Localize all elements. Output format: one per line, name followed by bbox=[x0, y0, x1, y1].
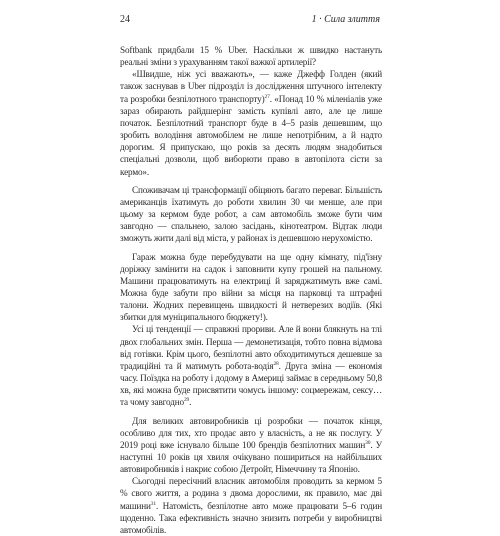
paragraph bbox=[120, 251, 382, 324]
paragraph-text: . «Понад 10 % міленіалів уже зараз обирають райдшерінг замість купівлі авто, але це лише початок. Безпілотний транспорт буде в 4–5 разів дешевшим, що зробить володіння автомобілем не лише непотрібним, а й надто дорогим. Я припускаю, що років за десять людям знадобиться спеціальні дозволи, щоб виборюти право в автопілота сісти за кермо». bbox=[120, 93, 382, 177]
paragraph bbox=[120, 415, 382, 476]
paragraph bbox=[120, 475, 382, 536]
body-text bbox=[120, 44, 382, 536]
footnote-ref: 27 bbox=[264, 93, 270, 100]
running-header bbox=[120, 14, 380, 26]
paragraph bbox=[120, 323, 382, 408]
paragraph bbox=[120, 68, 382, 177]
paragraph-text: . У наступні 10 років ця хвиля очікувано пошириться на найбільших автовиробників і накриє собою Детройт, Німеччину та Японію. bbox=[120, 439, 382, 475]
paragraph bbox=[120, 184, 382, 245]
paragraph-text: Softbank придбали 15 % Uber. Наскільки ж швидко настануть реальні зміни з урахуванням такої важкої артилерії? bbox=[120, 45, 382, 68]
paragraph-text: «Швидше, ніж усі вважають», — каже Джефф Голден (який також заснував в Uber підрозділ із дослідження штучного інтелекту та розробки безпілотного транспорту) bbox=[120, 69, 382, 104]
paragraph bbox=[120, 44, 382, 68]
paragraph-text: Сьогодні пересічний власник автомобіля проводить за кермом 5 % свого життя, а родина з двома дорослими, як правило, має дві машини bbox=[120, 476, 382, 511]
paragraph-text: . Друга зміна — економія часу. Поїздка на роботу і додому в Америці займає в середньому 50,8 хв, які можна буде присвятити чомусь іншому: соцмережам, сексу… та чому завгодно bbox=[120, 360, 382, 408]
page-number: 24 bbox=[120, 14, 130, 25]
footnote-ref: 31 bbox=[150, 500, 156, 507]
footnote-ref: 30 bbox=[365, 439, 371, 446]
chapter-title: 1 · Сила злиття bbox=[311, 14, 380, 25]
footnote-ref: 28 bbox=[273, 360, 279, 367]
paragraph-text: . Натомість, безпілотне авто може працювати 5–6 годин щоденно. Така ефективність значно знизить потреби у виробництві автомобілів. bbox=[120, 500, 382, 535]
paragraph-text: Споживачам ці трансформації обіцяють багато переваг. Більшість американців їхатимуть до роботи хвилин 30 чи менше, але при цьому за кермом буде робот, а сам автомобіль зможе бути чим завгодно — спальнею, залою засідань, кінотеатром. Відтак люди зможуть жити далі від міста, у районах із дешевшою нерухомістю. bbox=[120, 184, 382, 244]
paragraph-text: . bbox=[189, 397, 192, 408]
paragraph-text: Гараж можна буде перебудувати на ще одну кімнату, під'їзну доріжку замінити на садок і заповнити купу грошей на пальному. Машини працюватимуть на електриці й заряджатимуть вже самі. Можна буде забути про війни за місця на парковці та штрафні талони. Жодних перевищень швидкості й нетверезих водіїв. (Які збитки для муніципального бюджету!). bbox=[120, 251, 382, 323]
paragraph-text: Для великих автовиробників ці розробки — початок кінця, особливо для тих, хто продає авто у власність, а не як послугу. У 2019 році вже існувало більше 100 брендів безпілотних машин bbox=[120, 415, 382, 450]
paragraph-text: Усі ці тенденції — справжні прориви. Але й вони блякнуть на тлі двох глобальних змін. Перша — демонетизація, тобто повна відмова від готівки. Крім цього, безпілотні авто обходитимуться дешевше за традиційні та й матимуть робота-водія bbox=[120, 324, 382, 371]
footnote-ref: 29 bbox=[183, 397, 190, 404]
